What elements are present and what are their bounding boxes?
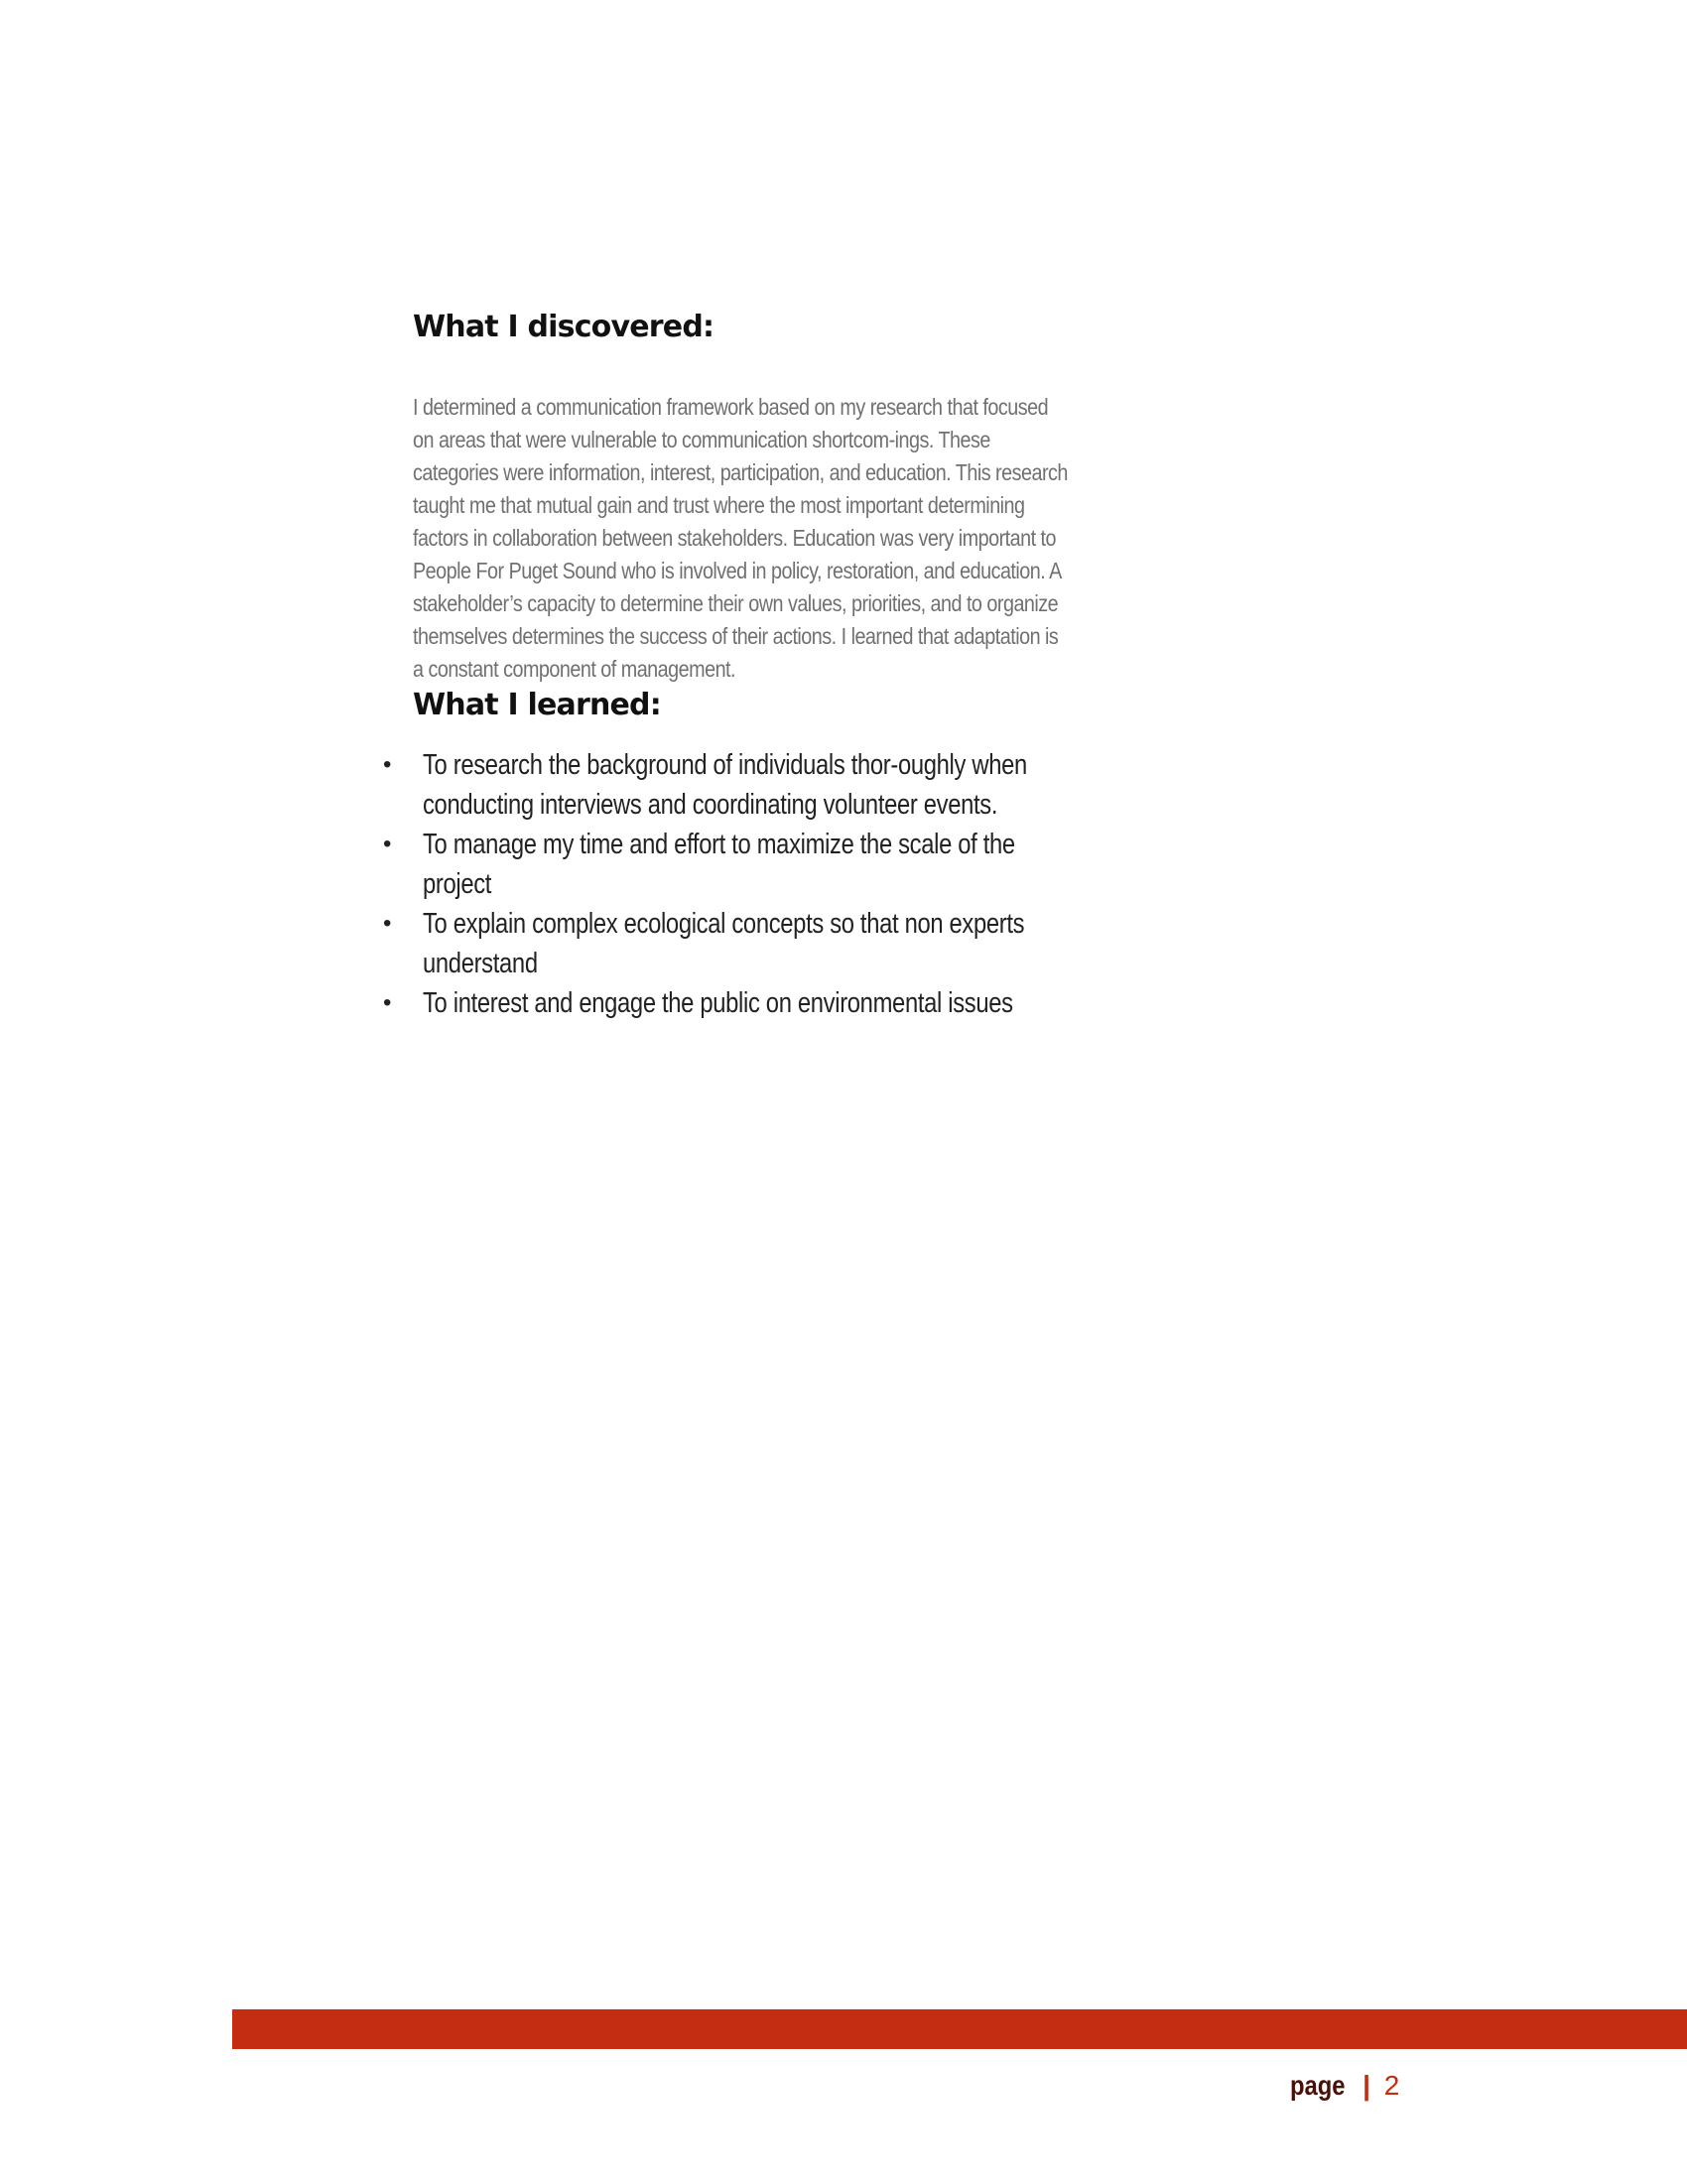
page-separator: | (1363, 2070, 1370, 2101)
page-number-value: 2 (1383, 2070, 1400, 2101)
list-item (383, 745, 1068, 825)
learned-heading: What I learned: (413, 688, 661, 722)
bullet-icon: • (383, 989, 392, 1016)
discovered-heading: What I discovered: (413, 310, 714, 344)
bullet-icon: • (383, 910, 392, 937)
list-item (383, 825, 1068, 904)
bullet-icon: • (383, 831, 392, 857)
page-content (383, 308, 1068, 1023)
page-number (1290, 2068, 1399, 2104)
list-item (383, 904, 1068, 983)
list-item-text: To manage my time and effort to maximize the scale of the project (423, 829, 1015, 900)
learned-list (383, 745, 1068, 1023)
page-label: page (1290, 2070, 1346, 2101)
list-item (383, 983, 1068, 1023)
discovered-paragraph: I determined a communication framework based on my research that focused on areas that were vulnerable to communication shortcom-ings. These categories were information, interest, participation, and education. This research taught me that mutual gain and trust where the most important determining factors in collaboration between stakeholders. Education was very important to People For Puget Sound who is involved in policy, restoration, and education. A stakeholder’s capacity to determine their own values, priorities, and to organize themselves determines the success of their actions. I learned that adaptation is a constant component of management. (413, 394, 1068, 682)
footer-bar (232, 2009, 1687, 2049)
list-item-text: To interest and engage the public on environmental issues (423, 987, 1013, 1019)
list-item-text: To explain complex ecological concepts so that non experts understand (423, 908, 1025, 979)
list-item-text: To research the background of individuals thor-oughly when conducting interviews and coordinating volunteer events. (423, 749, 1027, 821)
bullet-icon: • (383, 751, 392, 778)
